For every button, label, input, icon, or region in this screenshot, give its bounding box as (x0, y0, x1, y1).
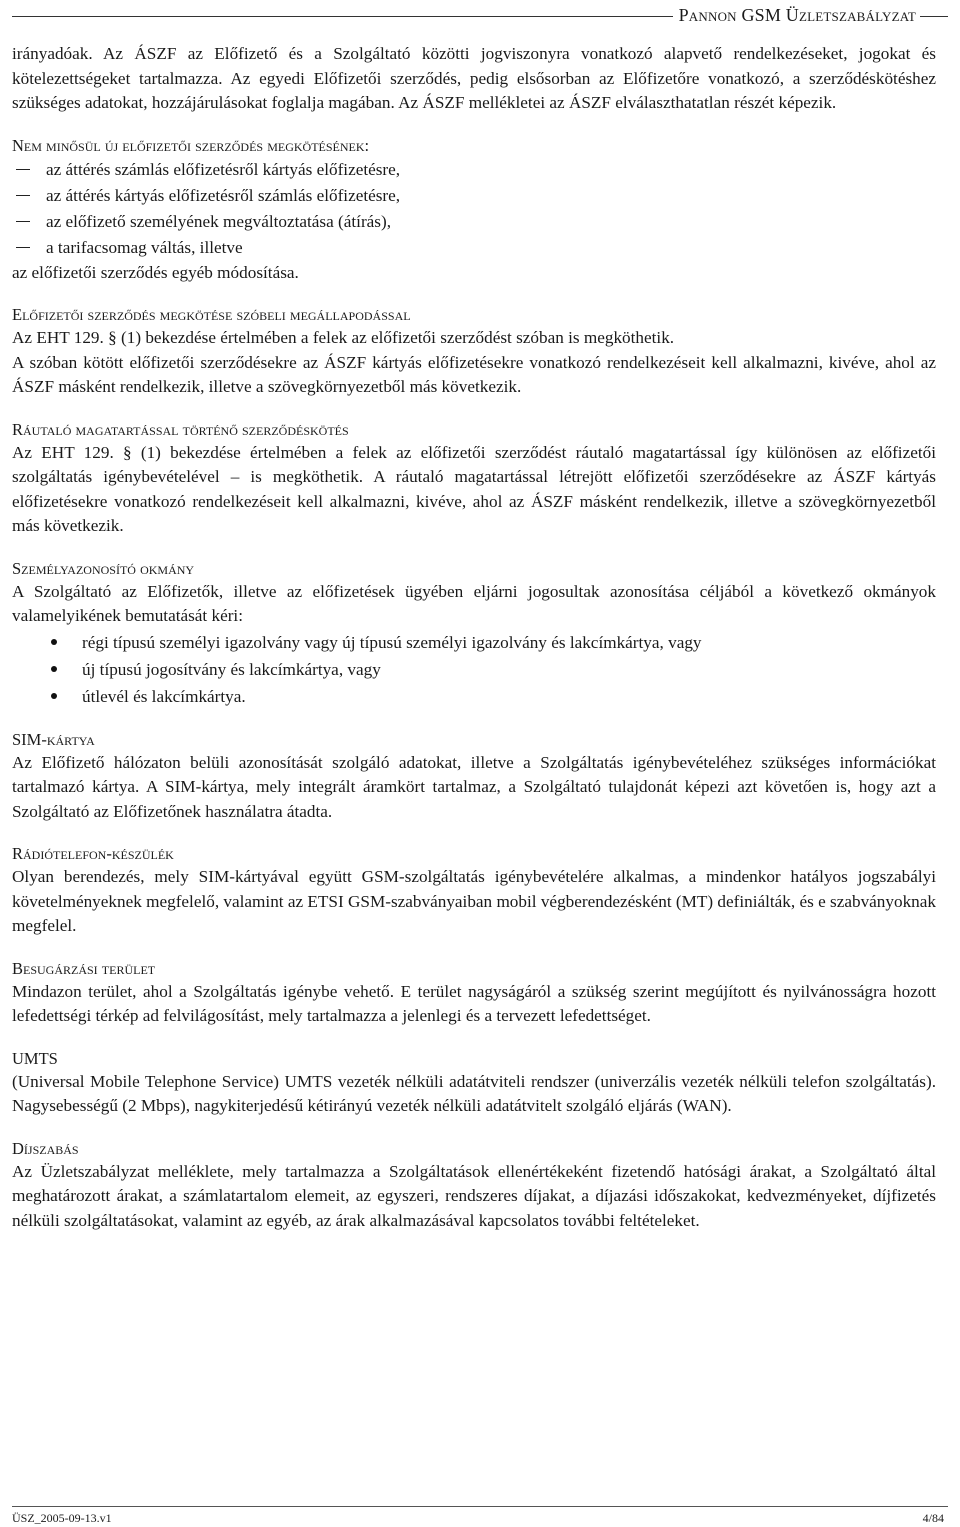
section-paragraph: Az EHT 129. § (1) bekezdése értelmében a felek az előfizetői szerződést szóban is megköthetik. (12, 328, 675, 347)
section-paragraph: Az EHT 129. § (1) bekezdése értelmében a felek az előfizetői szerződést ráutaló magatartással így különösen az előfizetői szolgáltatás igénybevételével – is megköthetik. A ráutaló magatartással létrejött előfizetői szerződésekre az ÁSZF kártyás előfizetésekre vonatkozó rendelkezéseit kell alkalmazni, kivéve, ahol az ÁSZF másként rendelkezik, illetve a szövegkörnyezetből más következik. (12, 442, 936, 535)
section-nem-minosul (12, 135, 936, 286)
page-header (12, 3, 948, 27)
section-szemelyazonosito (12, 558, 936, 710)
section-paragraph: (Universal Mobile Telephone Service) UMTS vezeték nélküli adatátviteli rendszer (univerzális vezeték nélküli telefon szolgáltatás). Nagysebességű (2 Mbps), nagykiterjedésű kétirányú vezeték nélküli adatátvitelt szolgáló eljárás (WAN). (12, 1071, 936, 1115)
dash-list (12, 157, 936, 261)
list-item: az előfizető személyének megváltoztatása (átírás), (12, 209, 936, 235)
header-title: Pannon GSM Üzletszabályzat (673, 3, 920, 27)
section-heading: Díjszabás (12, 1138, 79, 1158)
list-tail: az előfizetői szerződés egyéb módosítása. (12, 262, 299, 282)
section-paragraph: Az Üzletszabályzat melléklete, mely tartalmazza a Szolgáltatások ellenértékeként fizetendő hatósági árakat, a Szolgáltató által meghatározott árakat, a számlatartalom elemeit, az egyszeri, rendszeres díjakat, a díjazási időszakokat, kedvezményeket, díjfizetés nélküli szolgáltatásokat, valamint az egyéb, az árak alkalmazásával kapcsolatos további feltételeket. (12, 1161, 936, 1230)
section-paragraph: Olyan berendezés, mely SIM-kártyával együtt GSM-szolgáltatás igénybevételére alkalmas, a mindenkor hatályos jogszabályi követelményeknek megfelelő, valamint az ETSI GSM-szabványaiban mobil végberendezésként (MT) definiálták, és e szabványoknak megfelel. (12, 867, 936, 935)
section-paragraph: Az Előfizető hálózaton belüli azonosítását szolgáló adatokat, illetve a Szolgáltatás igénybevételéhez szükséges információkat tartalmazó kártya. A SIM-kártya, mely integrált áramkört tartalmaz, a Szolgáltató tulajdonát képezi azt követően is, hogy azt a Szolgáltató az Előfizetőnek használatra átadta. (12, 752, 936, 821)
section-heading: Személyazonosító okmány (12, 558, 195, 578)
page-footer (12, 1506, 948, 1527)
list-item: az áttérés kártyás előfizetésről számlás előfizetésre, (12, 183, 936, 209)
bullet-list (12, 629, 936, 710)
list-item: régi típusú személyi igazolvány vagy új típusú személyi igazolvány és lakcímkártya, vagy (12, 629, 936, 656)
section-sim (12, 729, 936, 825)
list-item: az áttérés számlás előfizetésről kártyás előfizetésre, (12, 157, 936, 183)
section-paragraph: A szóban kötött előfizetői szerződésekre az ÁSZF kártyás előfizetésekre vonatkozó rendelkezéseit kell alkalmazni, kivéve, ahol az ÁSZF másként rendelkezik, illetve a szövegkörnyezetből más következik. (12, 352, 936, 396)
section-heading: Besugárzási terület (12, 958, 156, 978)
section-rautalo (12, 419, 936, 539)
list-item: a tarifacsomag váltás, illetve (12, 235, 936, 261)
intro-paragraph: irányadóak. Az ÁSZF az Előfizető és a Szolgáltató közötti jogviszonyra vonatkozó alapvető rendelkezéseket, jogokat és kötelezettségeket tartalmazza. Az egyedi Előfizetői szerződés, pedig elsősorban az Előfizetőre vonatkozó, a szerződéskötéshez szükséges adatokat, hozzájárulásokat foglalja magában. Az ÁSZF mellékletei az ÁSZF elválaszthatatlan részét képezik. (12, 44, 936, 112)
section-szobeli (12, 304, 936, 400)
section-heading: UMTS (12, 1048, 58, 1068)
section-besugarzasi (12, 958, 936, 1029)
section-heading: Ráutaló magatartással történő szerződéskötés (12, 419, 349, 439)
list-item: új típusú jogosítvány és lakcímkártya, vagy (12, 656, 936, 683)
section-heading: Rádiótelefon-készülék (12, 844, 174, 863)
section-heading: SIM-kártya (12, 729, 95, 749)
section-umts (12, 1048, 936, 1119)
section-paragraph: Mindazon terület, ahol a Szolgáltatás igénybe vehető. E terület nagyságáról a szükség szerint megújított és nyilvánosságra hozott lefedettségi térkép ad felvilágosítást, mely tartalmazza a jelenlegi és a tervezett lefedettséget. (12, 981, 936, 1025)
page-number: 4/84 (922, 1511, 944, 1525)
section-dijszabas (12, 1138, 936, 1234)
document-id: ÜSZ_2005-09-13.v1 (12, 1511, 112, 1525)
section-heading: Nem minősül új előfizetői szerződés megkötésének: (12, 135, 370, 155)
section-paragraph: A Szolgáltató az Előfizetők, illetve az előfizetések ügyében eljárni jogosultak azonosítása céljából a következő okmányok valamelyikének bemutatását kéri: (12, 581, 936, 625)
section-heading: Előfizetői szerződés megkötése szóbeli megállapodással (12, 305, 411, 324)
document-body (12, 42, 936, 1233)
section-radiotelefon (12, 843, 936, 939)
list-item: útlevél és lakcímkártya. (12, 683, 936, 710)
